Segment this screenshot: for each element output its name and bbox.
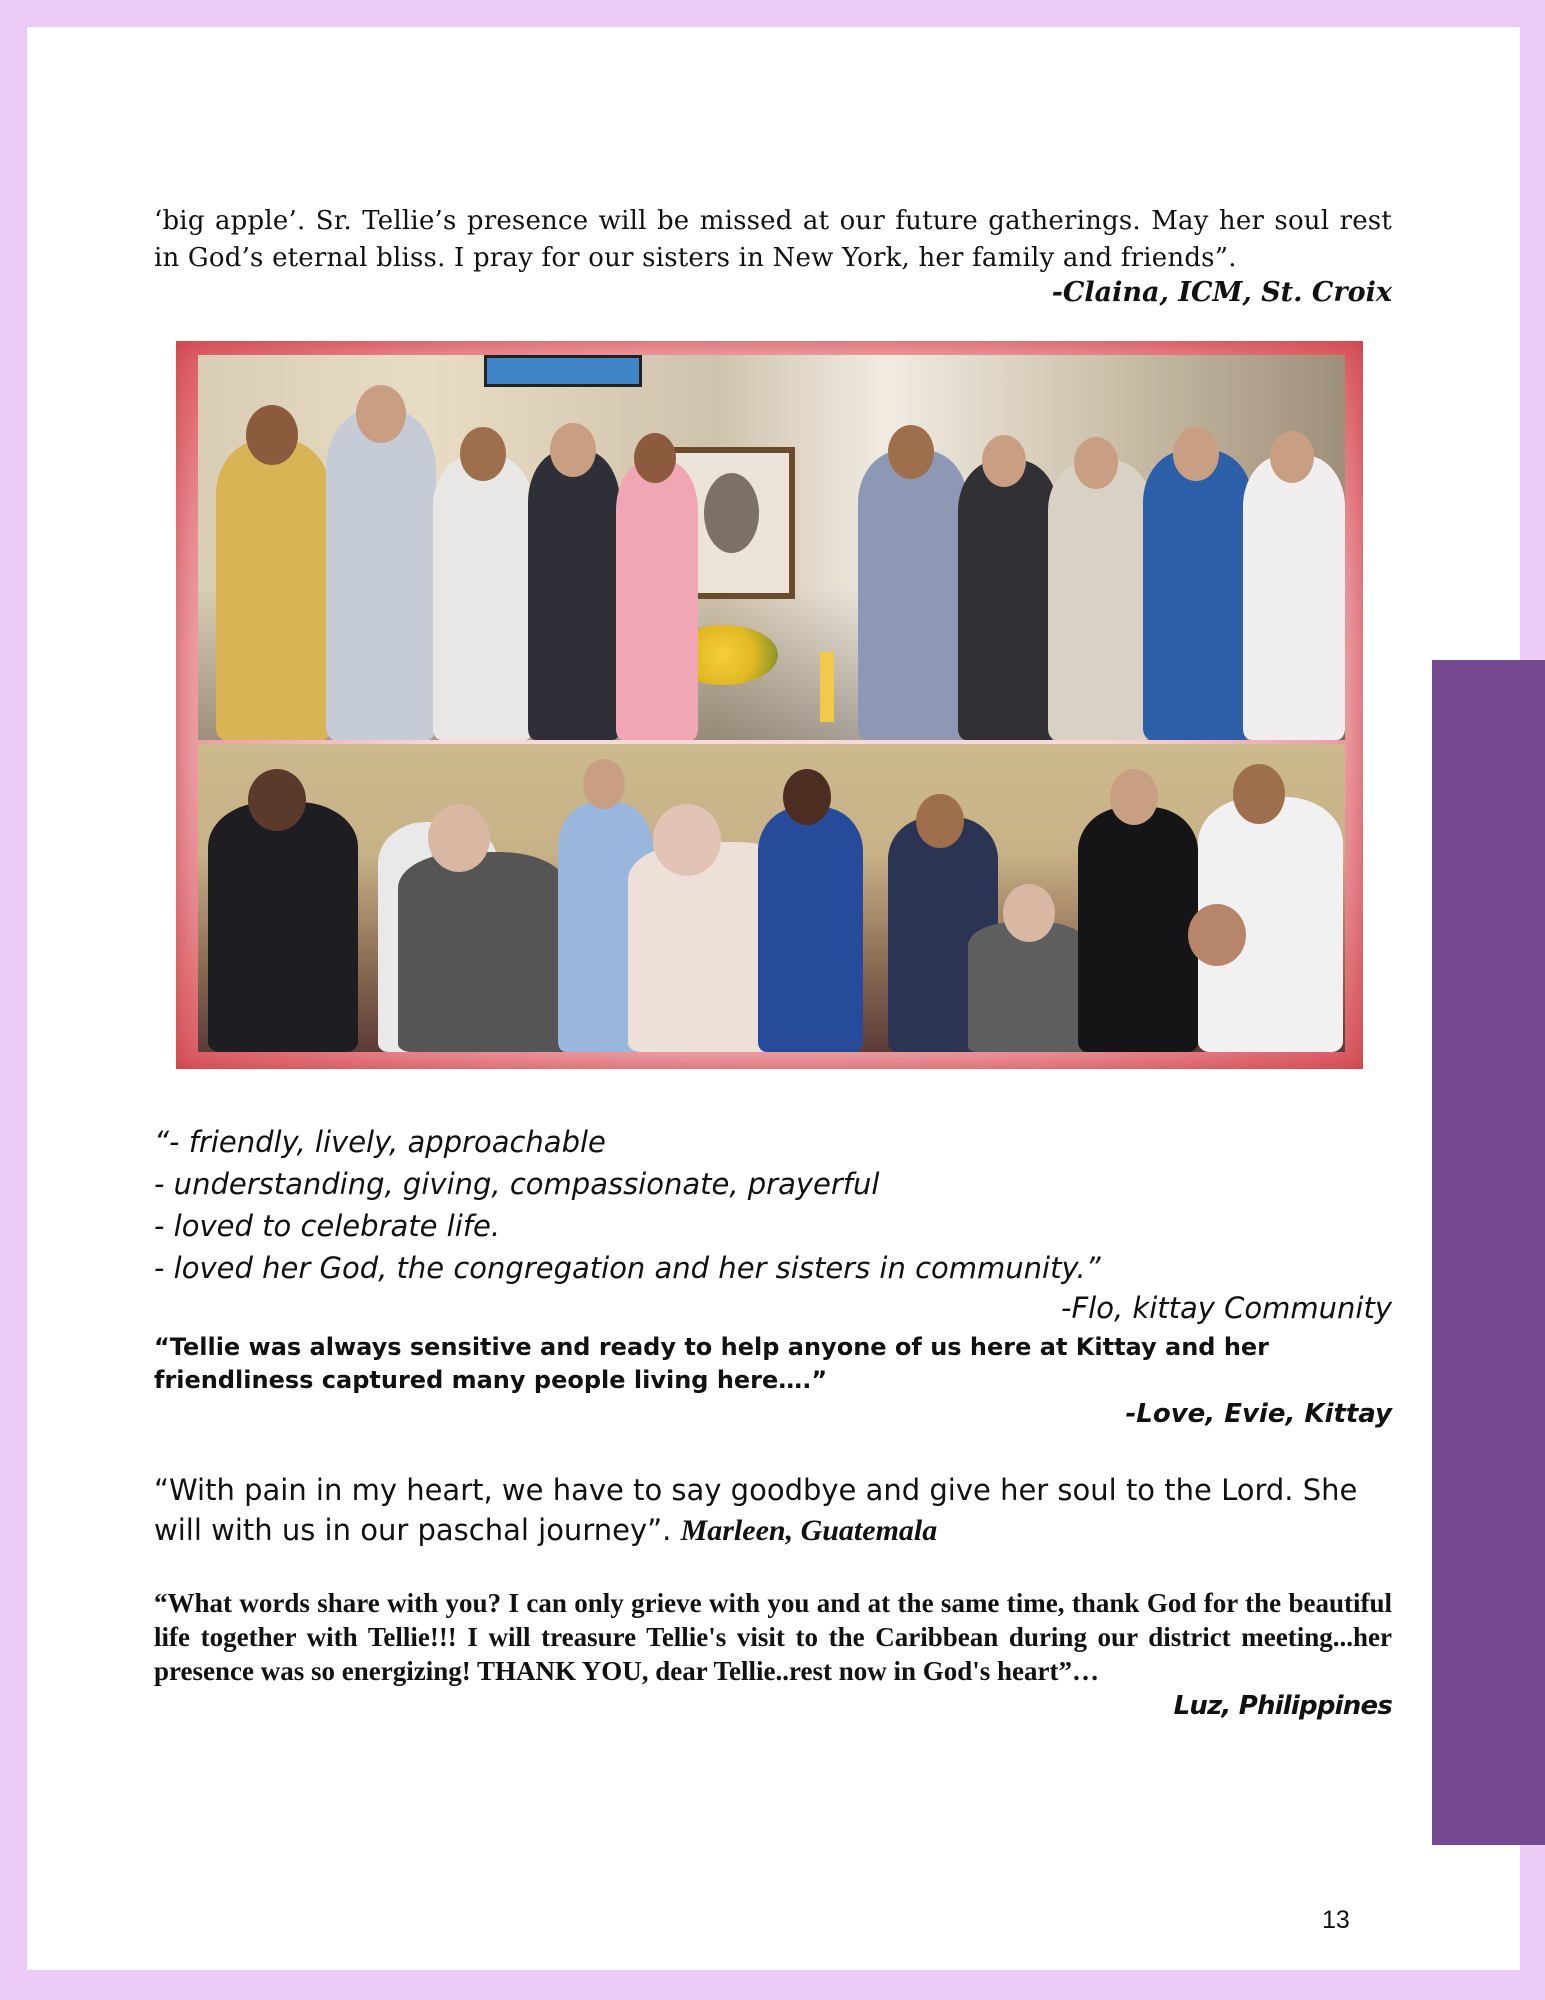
photo-collage-frame (176, 341, 1363, 1069)
person (858, 450, 968, 740)
person (1243, 455, 1345, 740)
signature-marleen: Marleen, Guatemala (680, 1514, 938, 1547)
tribute-paragraph-marleen (154, 1470, 1392, 1551)
person (326, 410, 436, 740)
tribute-line: - understanding, giving, compassionate, prayerful (154, 1167, 880, 1201)
group-photo-memorial-altar (198, 355, 1345, 740)
projector-screen (484, 355, 642, 387)
person (216, 440, 331, 740)
signature-luz: Luz, Philippines (1173, 1691, 1392, 1721)
person (528, 450, 620, 740)
tribute-line: - loved to celebrate life. (154, 1209, 501, 1243)
signature-claina: -Claina, ICM, St. Croix (1051, 277, 1392, 308)
person (958, 460, 1058, 740)
candle (820, 652, 834, 722)
person (1143, 450, 1253, 740)
person (1048, 460, 1153, 740)
tribute-paragraph-luz: “What words share with you? I can only grieve with you and at the same time, thank God for the beautiful life together with Tellie!!! I will treasure Tellie's visit to the Caribbean during our district meeting...her presence was so energizing! THANK YOU, dear Tellie..rest now in God's heart”… (154, 1588, 1392, 1686)
handwritten-tribute-list (154, 1121, 1394, 1289)
person (758, 807, 863, 1052)
signature-evie: -Love, Evie, Kittay (1125, 1399, 1392, 1429)
person (616, 460, 698, 740)
group-photo-singing-service (198, 744, 1345, 1052)
tribute-text-marleen: “With pain in my heart, we have to say goodbye and give her soul to the Lord. She will with us in our paschal journey”. (154, 1473, 1358, 1547)
decorative-side-bar (1432, 660, 1545, 1845)
page-number: 13 (1322, 1906, 1350, 1934)
person (398, 852, 568, 1052)
person (208, 802, 358, 1052)
person (1078, 807, 1198, 1052)
tribute-paragraph-claina: ‘big apple’. Sr. Tellie’s presence will be missed at our future gatherings. May her soul rest in God’s eternal bliss. I pray for our sisters in New York, her family and friends”. (154, 206, 1392, 273)
tribute-line: “- friendly, lively, approachable (154, 1125, 606, 1159)
person (433, 455, 533, 740)
tribute-line: - loved her God, the congregation and her sisters in community.” (154, 1251, 1101, 1285)
signature-flo: -Flo, kittay Community (1061, 1291, 1392, 1325)
tribute-paragraph-evie: “Tellie was always sensitive and ready to help anyone of us here at Kittay and her friendliness captured many people living here….” (154, 1333, 1270, 1394)
